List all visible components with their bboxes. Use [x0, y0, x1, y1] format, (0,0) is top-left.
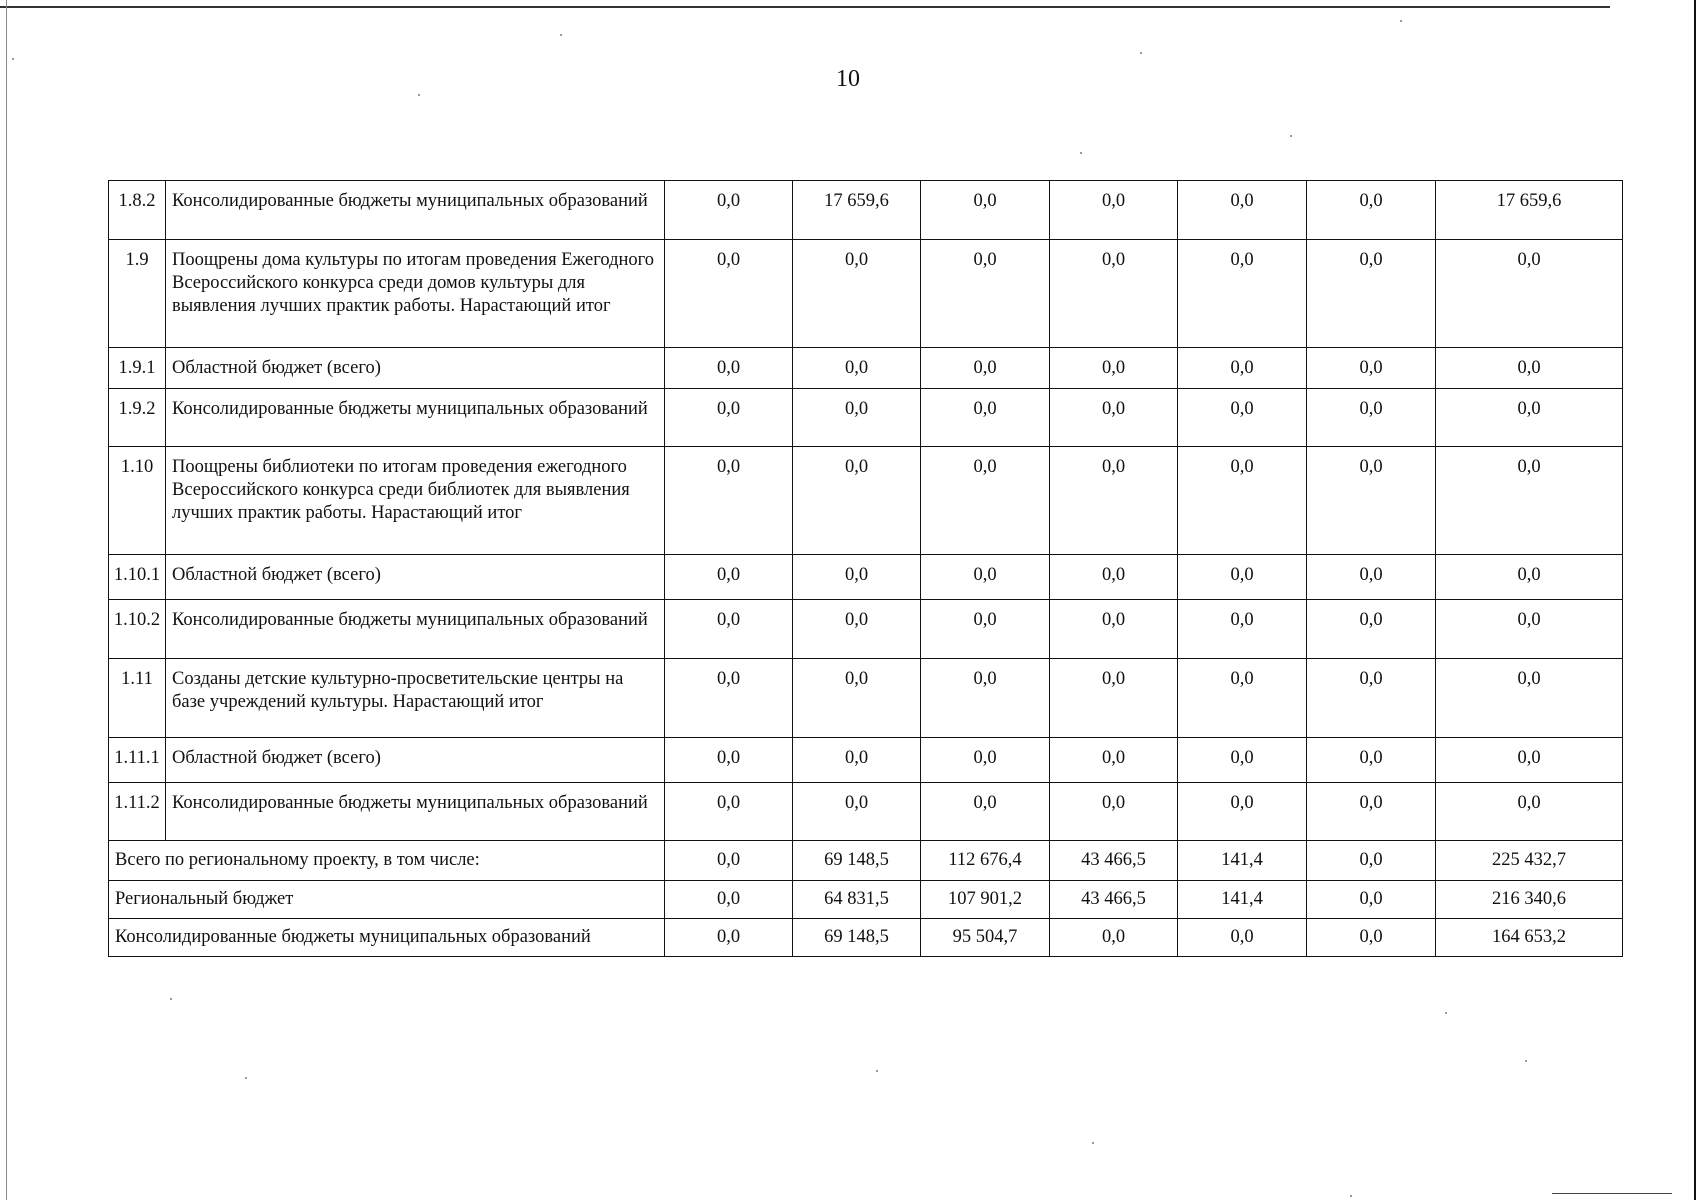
row-code: 1.10 [109, 447, 166, 555]
row-label: Областной бюджет (всего) [166, 555, 665, 600]
table-row [109, 600, 1623, 659]
table-row [109, 738, 1623, 783]
row-total-value: 17 659,6 [1436, 181, 1623, 240]
row-value: 0,0 [1050, 389, 1178, 447]
scan-speck [170, 998, 172, 1000]
row-value: 0,0 [921, 555, 1050, 600]
row-label: Консолидированные бюджеты муниципальных образований [166, 600, 665, 659]
row-value: 0,0 [1050, 181, 1178, 240]
table-row [109, 659, 1623, 738]
scan-speck [1400, 20, 1402, 22]
row-value: 0,0 [1178, 389, 1307, 447]
row-value: 0,0 [1307, 348, 1436, 389]
row-code: 1.10.2 [109, 600, 166, 659]
row-value: 0,0 [1178, 447, 1307, 555]
summary-label: Консолидированные бюджеты муниципальных образований [109, 919, 665, 957]
row-value: 0,0 [921, 783, 1050, 841]
table-row [109, 783, 1623, 841]
scan-speck [876, 1070, 878, 1072]
row-label: Областной бюджет (всего) [166, 738, 665, 783]
summary-value: 69 148,5 [793, 919, 921, 957]
row-value: 0,0 [1307, 555, 1436, 600]
summary-value: 0,0 [1307, 919, 1436, 957]
summary-value: 112 676,4 [921, 841, 1050, 881]
budget-table [108, 180, 1623, 957]
row-code: 1.11.1 [109, 738, 166, 783]
summary-value: 43 466,5 [1050, 881, 1178, 919]
summary-total-value: 164 653,2 [1436, 919, 1623, 957]
row-total-value: 0,0 [1436, 600, 1623, 659]
scan-speck [1290, 135, 1292, 137]
scan-speck [12, 58, 14, 60]
scan-speck [1445, 1012, 1447, 1014]
budget-table-body [109, 181, 1623, 957]
row-value: 0,0 [1178, 600, 1307, 659]
summary-value: 141,4 [1178, 841, 1307, 881]
row-code: 1.11 [109, 659, 166, 738]
row-code: 1.9 [109, 240, 166, 348]
row-value: 0,0 [921, 348, 1050, 389]
row-value: 0,0 [1178, 738, 1307, 783]
row-value: 0,0 [1307, 181, 1436, 240]
row-label: Созданы детские культурно-просветительские центры на базе учреждений культуры. Нарастающий итог [166, 659, 665, 738]
summary-label: Региональный бюджет [109, 881, 665, 919]
summary-value: 0,0 [1307, 881, 1436, 919]
row-code: 1.8.2 [109, 181, 166, 240]
scan-border-top [0, 0, 1610, 8]
row-value: 0,0 [921, 447, 1050, 555]
scan-border-left [0, 0, 7, 1200]
row-value: 0,0 [921, 600, 1050, 659]
row-value: 0,0 [1050, 659, 1178, 738]
summary-value: 0,0 [1307, 841, 1436, 881]
row-code: 1.10.1 [109, 555, 166, 600]
summary-value: 43 466,5 [1050, 841, 1178, 881]
table-row [109, 181, 1623, 240]
row-value: 0,0 [665, 555, 793, 600]
row-value: 0,0 [793, 389, 921, 447]
summary-row [109, 919, 1623, 957]
row-total-value: 0,0 [1436, 240, 1623, 348]
row-value: 0,0 [1178, 240, 1307, 348]
summary-value: 107 901,2 [921, 881, 1050, 919]
row-value: 0,0 [665, 447, 793, 555]
row-label: Консолидированные бюджеты муниципальных образований [166, 181, 665, 240]
scan-speck [1092, 1142, 1094, 1144]
row-value: 0,0 [1050, 348, 1178, 389]
row-total-value: 0,0 [1436, 783, 1623, 841]
row-label: Областной бюджет (всего) [166, 348, 665, 389]
row-value: 0,0 [1178, 783, 1307, 841]
row-value: 0,0 [793, 447, 921, 555]
row-value: 0,0 [1050, 600, 1178, 659]
scan-speck [1140, 52, 1142, 54]
row-label: Поощрены дома культуры по итогам проведения Ежегодного Всероссийского конкурса среди домов культуры для выявления лучших практик работы. Нарастающий итог [166, 240, 665, 348]
scan-speck [1525, 1060, 1527, 1062]
row-value: 0,0 [921, 659, 1050, 738]
row-code: 1.11.2 [109, 783, 166, 841]
row-value: 0,0 [793, 738, 921, 783]
row-value: 0,0 [921, 389, 1050, 447]
summary-row [109, 881, 1623, 919]
row-value: 0,0 [1307, 659, 1436, 738]
row-value: 0,0 [665, 348, 793, 389]
scan-speck [1350, 1195, 1352, 1197]
summary-value: 0,0 [665, 841, 793, 881]
row-total-value: 0,0 [1436, 555, 1623, 600]
row-value: 0,0 [793, 348, 921, 389]
row-value: 0,0 [1307, 783, 1436, 841]
row-value: 0,0 [793, 240, 921, 348]
row-value: 0,0 [1307, 447, 1436, 555]
row-value: 0,0 [1050, 783, 1178, 841]
summary-value: 95 504,7 [921, 919, 1050, 957]
row-value: 17 659,6 [793, 181, 921, 240]
row-total-value: 0,0 [1436, 348, 1623, 389]
scan-speck [1080, 152, 1082, 154]
row-label: Поощрены библиотеки по итогам проведения ежегодного Всероссийского конкурса среди библиотек для выявления лучших практик работы. Нарастающий итог [166, 447, 665, 555]
row-value: 0,0 [665, 738, 793, 783]
scan-speck [560, 34, 562, 36]
row-value: 0,0 [921, 181, 1050, 240]
row-total-value: 0,0 [1436, 389, 1623, 447]
row-value: 0,0 [793, 783, 921, 841]
row-value: 0,0 [1307, 389, 1436, 447]
row-value: 0,0 [1178, 555, 1307, 600]
row-value: 0,0 [1307, 240, 1436, 348]
summary-value: 0,0 [1050, 919, 1178, 957]
table-row [109, 240, 1623, 348]
row-value: 0,0 [1050, 447, 1178, 555]
row-label: Консолидированные бюджеты муниципальных образований [166, 783, 665, 841]
table-row [109, 555, 1623, 600]
row-value: 0,0 [665, 600, 793, 659]
row-value: 0,0 [665, 240, 793, 348]
row-total-value: 0,0 [1436, 447, 1623, 555]
row-value: 0,0 [793, 659, 921, 738]
scan-speck [418, 94, 420, 96]
scan-corner-mark [1552, 1193, 1672, 1200]
table-row [109, 348, 1623, 389]
summary-value: 0,0 [665, 881, 793, 919]
row-value: 0,0 [1050, 240, 1178, 348]
row-value: 0,0 [665, 783, 793, 841]
row-value: 0,0 [1307, 738, 1436, 783]
row-value: 0,0 [921, 738, 1050, 783]
row-value: 0,0 [1178, 659, 1307, 738]
summary-total-value: 225 432,7 [1436, 841, 1623, 881]
row-value: 0,0 [665, 659, 793, 738]
table-row [109, 447, 1623, 555]
summary-label: Всего по региональному проекту, в том числе: [109, 841, 665, 881]
scan-speck [245, 1077, 247, 1079]
summary-row [109, 841, 1623, 881]
row-value: 0,0 [1050, 738, 1178, 783]
row-total-value: 0,0 [1436, 659, 1623, 738]
row-value: 0,0 [921, 240, 1050, 348]
page-number: 10 [836, 66, 860, 92]
summary-value: 64 831,5 [793, 881, 921, 919]
summary-value: 0,0 [1178, 919, 1307, 957]
summary-value: 0,0 [665, 919, 793, 957]
row-value: 0,0 [793, 555, 921, 600]
row-value: 0,0 [793, 600, 921, 659]
row-code: 1.9.1 [109, 348, 166, 389]
row-total-value: 0,0 [1436, 738, 1623, 783]
row-value: 0,0 [1178, 348, 1307, 389]
summary-total-value: 216 340,6 [1436, 881, 1623, 919]
row-value: 0,0 [665, 389, 793, 447]
row-value: 0,0 [1307, 600, 1436, 659]
summary-value: 141,4 [1178, 881, 1307, 919]
row-value: 0,0 [1050, 555, 1178, 600]
row-value: 0,0 [665, 181, 793, 240]
table-row [109, 389, 1623, 447]
row-code: 1.9.2 [109, 389, 166, 447]
row-value: 0,0 [1178, 181, 1307, 240]
summary-value: 69 148,5 [793, 841, 921, 881]
row-label: Консолидированные бюджеты муниципальных образований [166, 389, 665, 447]
